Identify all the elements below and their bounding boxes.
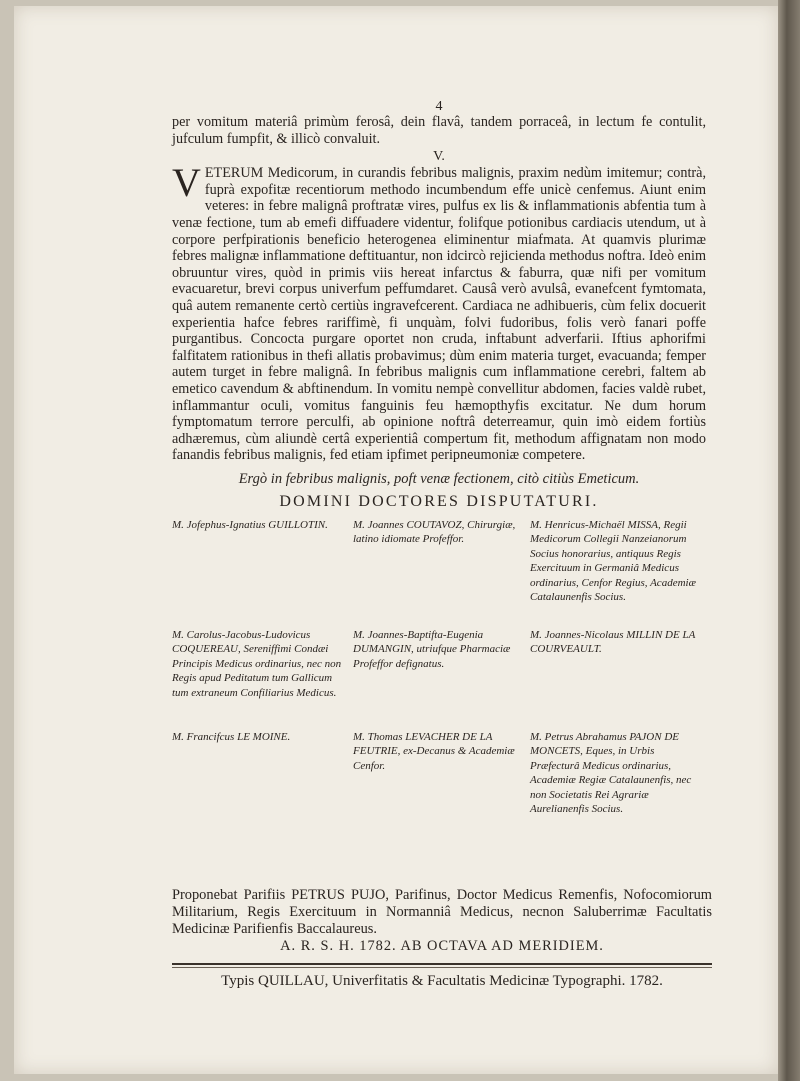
page-number: 4 xyxy=(435,99,443,114)
doctor-entry: M. Thomas LEVACHER DE LA FEUTRIE, ex-Decanus & Academiæ Cenfor. xyxy=(353,730,515,772)
doctor-entry: M. Carolus-Jacobus-Ludovicus COQUEREAU, Sereniffimi Condæi Principis Medicus ordinarius, nec non Regis apud Peditatum tum Gallicum tum extraneum Confiliarius Medicus. xyxy=(172,628,342,699)
paragraph-text: ETERUM Medicorum, in curandis febribus malignis, praxim nedùm imitemur; contrà, fuprà expofitæ recentiorum methodo incumbendum effe unicè cenfemus. Aiunt enim veteres: in febre malignâ proftratæ vires, pulfus ex lis & inflammationis abfentia tum à venæ fectione, tum ab emefi diffuadere videntur, folifque potionibus cardiacis utendum, ut à corpore perfpirationis beneficio heterogenea eliminentur miafmata. At quamvis plurimæ febres malignæ inflammatione deftituantur, non idcircò rejicienda methodus noftra. Ideò enim obruuntur vires, quòd in primis viis hereat infarctus & faburra, quæ nifi per vomitum evacuaretur, brevi corpus univerfum peffumdaret. Causâ verò avulsâ, evanefcent fymtomata, quâ autem remanente certò certiùs ingravefcerent. Cardiaca ne adhibueris, cùm felix docuerit experientia hafce febres rariffimè, fi unquàm, folvi fudoribus, folis verò fanari poffe purgantibus. Concocta purgare oportet non cruda, inftabunt adverfarii. Iftius aphorifmi falfitatem rationibus in thefi allatis probavimus; dùm enim materia turget, evacuanda; femper autem turget in febre malignâ. In febribus malignis cum inflammatione cerebri, faltem ab emetico cavendum & abftinendum. In vomitu nempè convellitur abdomen, facies valdè rubet, inflammantur oculi, vomitus fanguinis feu hæmopthyfis excitatur. Ne dum horum fymptomatum terrore perculfi, ab opinione noftrâ deterreamur, quin imò eidem fortiùs adhæremus, cùm aliundè certâ experientiâ compertum fit, methodum affignatam non modo fanandis febribus malignis, fed etiam ipfimet peripneumoniæ competere. xyxy=(172,165,706,464)
divider-rule xyxy=(172,963,712,965)
doctor-entry: M. Francifcus LE MOINE. xyxy=(172,730,291,743)
conclusion: Ergò in febribus malignis, poft venæ fectionem, citò citiùs Emeticum. xyxy=(238,470,640,487)
doctors-list xyxy=(172,518,706,817)
book-spine-edge xyxy=(778,0,800,1081)
doctor-entry: M. Jofephus-Ignatius GUILLOTIN. xyxy=(172,518,328,531)
divider-rule-thin xyxy=(172,967,712,968)
doctor-entry: M. Henricus-Michaël MISSA, Regii Medicorum Collegii Nanzeianorum Socius honorarius, antiquus Regis Exercituum in Germaniâ Medicus ordinarius, Cenfor Regius, Academiæ Catalaunenfis Socius. xyxy=(530,518,696,604)
proponent-block xyxy=(172,887,712,955)
drop-cap: V xyxy=(172,160,201,206)
date-line: A. R. S. H. 1782. AB OCTAVA AD MERIDIEM. xyxy=(280,938,604,954)
disputants-heading: DOMINI DOCTORES DISPUTATURI. xyxy=(279,492,599,510)
intro-text: per vomitum materiâ primùm ferosâ, dein flavâ, tandem porraceâ, in lectum fe contulit, jufculum fumpfit, & illicò convaluit. xyxy=(172,114,706,147)
doctor-entry: M. Petrus Abrahamus PAJON DE MONCETS, Eques, in Urbis Præfecturâ Medicus ordinarius, Academiæ Regiæ Catalaunenfis, nec non Societatis Rei Agrariæ Aurelianenfis Socius. xyxy=(530,730,692,816)
doctor-entry: M. Joannes-Baptifta-Eugenia DUMANGIN, utriufque Pharmaciæ Profeffor defignatus. xyxy=(353,628,511,670)
main-paragraph xyxy=(172,160,706,464)
proponent-text: Proponebat Parifiis PETRUS PUJO, Parifinus, Doctor Medicus Remenfis, Nofocomiorum Militarium, Regis Exercituum in Normanniâ Medicus, necnon Saluberrimæ Facultatis Medicinæ Parifienfis Baccalaureus. xyxy=(172,887,712,937)
doctor-entry: M. Joannes-Nicolaus MILLIN DE LA COURVEAULT. xyxy=(530,628,696,656)
section-number: V. xyxy=(433,149,445,165)
main-text-block xyxy=(172,100,706,817)
printer-imprint: Typis QUILLAU, Univerfitatis & Facultatis Medicinæ Typographi. 1782. xyxy=(221,973,663,989)
doctor-entry: M. Joannes COUTAVOZ, Chirurgiæ, latino idiomate Profeffor. xyxy=(353,518,516,546)
